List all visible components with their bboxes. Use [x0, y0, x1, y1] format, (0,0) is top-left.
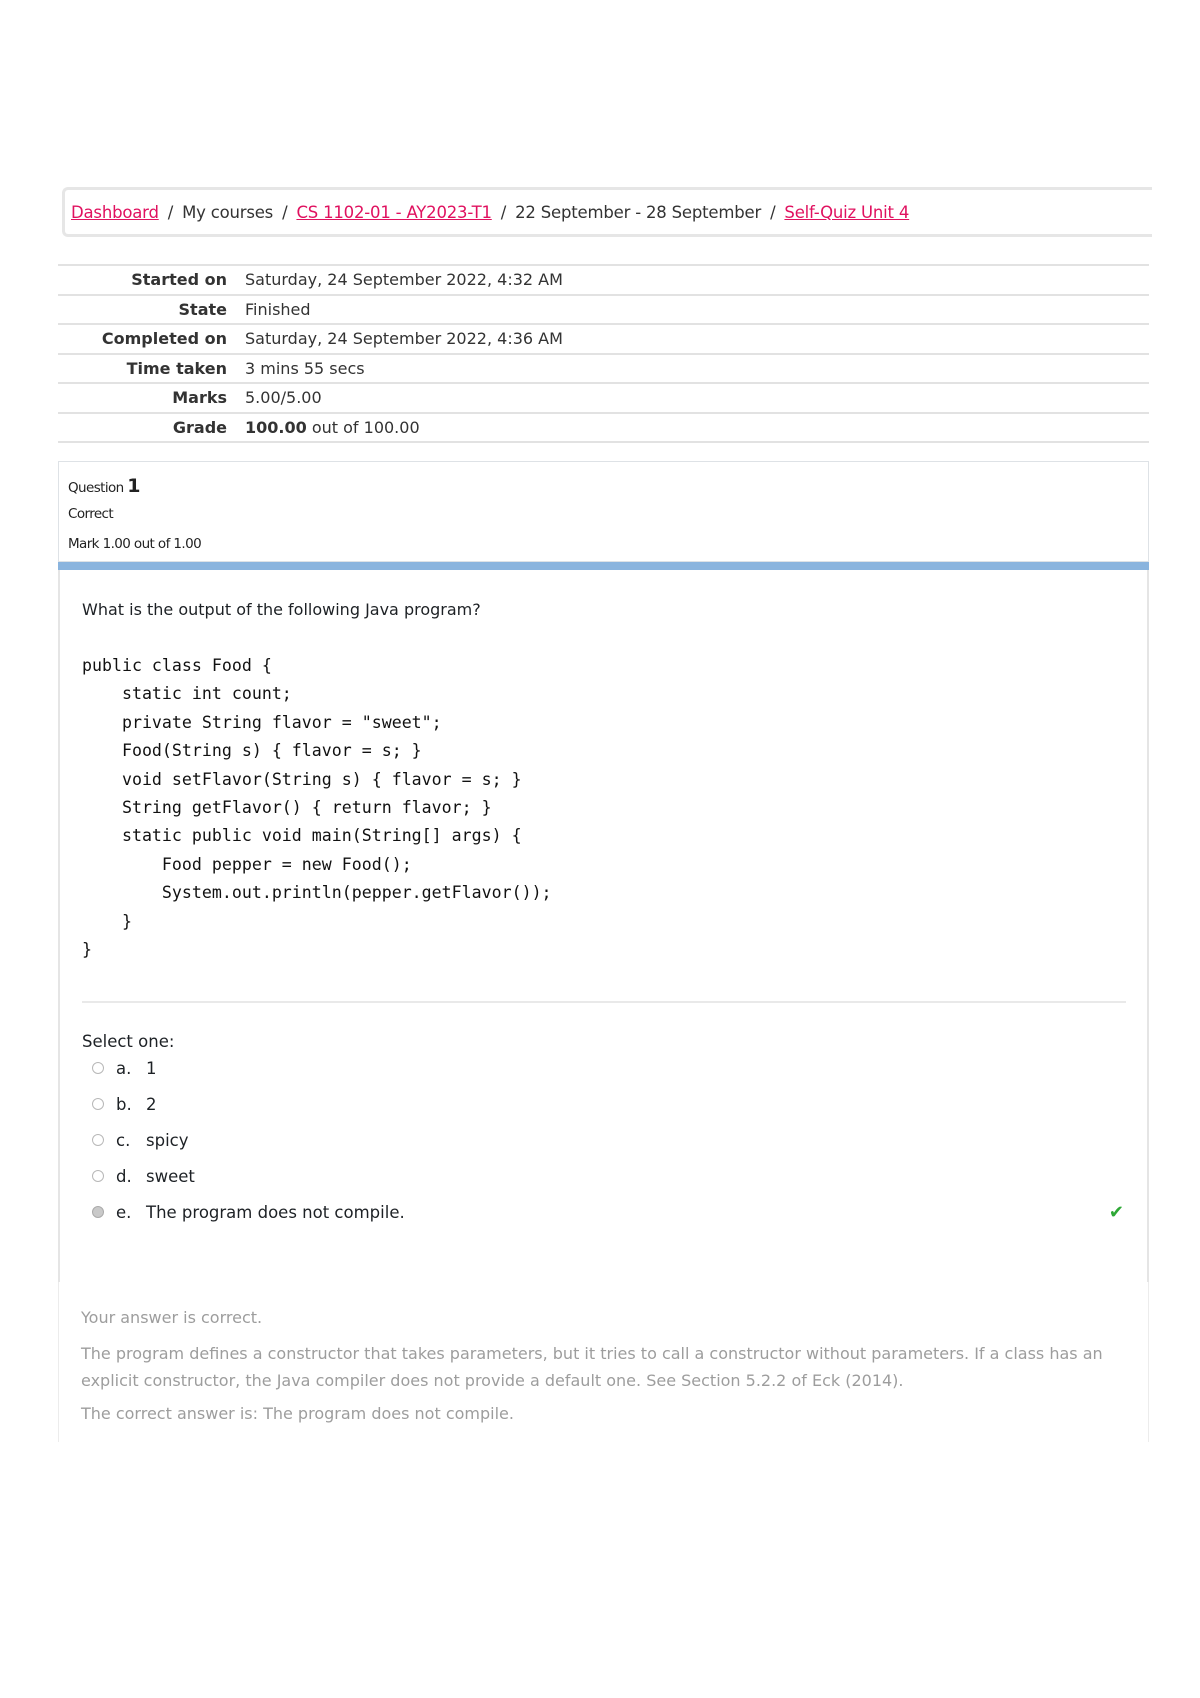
summary-value: 3 mins 55 secs: [245, 358, 365, 378]
summary-row-marks: [58, 383, 1149, 413]
option-text: sweet: [146, 1166, 195, 1186]
summary-row-grade: [58, 413, 1149, 443]
summary-row-time-taken: [58, 354, 1149, 384]
summary-label: Marks: [172, 388, 227, 408]
radio-button[interactable]: [92, 1098, 104, 1110]
question-mark: Mark 1.00 out of 1.00: [68, 536, 202, 552]
summary-value: 5.00/5.00: [245, 388, 322, 408]
answer-option-b[interactable]: [92, 1091, 1132, 1117]
breadcrumb-quiz-link[interactable]: Self-Quiz Unit 4: [784, 202, 910, 222]
option-letter: e.: [116, 1202, 132, 1222]
answer-option-e[interactable]: [92, 1199, 1132, 1225]
summary-label: Started on: [131, 270, 227, 290]
option-text: 1: [146, 1058, 157, 1078]
option-letter: b.: [116, 1094, 132, 1114]
breadcrumb-separator: /: [500, 202, 507, 222]
summary-row-completed: [58, 324, 1149, 354]
radio-button[interactable]: [92, 1134, 104, 1146]
question-accent-bar: [58, 562, 1149, 570]
option-letter: d.: [116, 1166, 132, 1186]
divider: [82, 1001, 1126, 1003]
correct-check-icon: ✔: [1108, 1201, 1124, 1223]
question-label: Question: [68, 480, 124, 496]
option-text: The program does not compile.: [146, 1202, 405, 1222]
option-text: 2: [146, 1094, 157, 1114]
breadcrumb-my-courses: My courses: [182, 202, 274, 222]
summary-value: Saturday, 24 September 2022, 4:32 AM: [245, 270, 563, 290]
question-text: What is the output of the following Java program?: [82, 600, 481, 619]
question-number-value: 1: [127, 475, 141, 497]
summary-value: Saturday, 24 September 2022, 4:36 AM: [245, 329, 563, 349]
summary-value: Finished: [245, 299, 311, 319]
radio-button-selected[interactable]: [92, 1206, 104, 1218]
feedback-result: Your answer is correct.: [81, 1308, 263, 1327]
java-code-block: public class Food { static int count; private String flavor = "sweet"; Food(String s) { flavor = s; } void setFlavor(String s) { flavor = s; } String getFlavor() { return flavor; } static public void main(String[] args) { Food pepper = new Food(); System.out.println(pepper.getFlavor()); } }: [82, 656, 552, 960]
question-info-panel: [58, 461, 1149, 562]
answer-option-a[interactable]: [92, 1055, 1132, 1081]
option-letter: a.: [116, 1058, 132, 1078]
breadcrumb-separator: /: [282, 202, 288, 222]
breadcrumb-separator: /: [167, 202, 174, 222]
summary-row-state: [58, 295, 1149, 325]
radio-button[interactable]: [92, 1062, 104, 1074]
question-content: [58, 570, 1149, 1282]
question-state: Correct: [68, 506, 114, 522]
summary-label: Completed on: [101, 329, 227, 349]
summary-label: Grade: [172, 417, 227, 437]
breadcrumb-dashboard-link[interactable]: Dashboard: [71, 202, 159, 222]
grade-rest: out of 100.00: [311, 417, 420, 437]
option-letter: c.: [116, 1130, 131, 1150]
breadcrumb-week: 22 September - 28 September: [515, 202, 762, 222]
summary-row-started: [58, 265, 1149, 295]
answer-option-d[interactable]: [92, 1163, 1132, 1189]
summary-label: Time taken: [126, 358, 227, 378]
summary-label: State: [178, 299, 227, 319]
breadcrumb-separator: /: [770, 202, 776, 222]
feedback-correct-answer: The correct answer is: The program does not compile.: [81, 1404, 514, 1423]
feedback-panel: [58, 1282, 1149, 1442]
option-text: spicy: [146, 1130, 189, 1150]
feedback-explanation: The program defines a constructor that takes parameters, but it tries to call a constructor without parameters. If a class has an explicit constructor, the Java compiler does not provide a default one. See Section 5.2.2 of Eck (2014).: [81, 1344, 1103, 1390]
grade-score: 100.00: [245, 417, 307, 437]
radio-button[interactable]: [92, 1170, 104, 1182]
question-number: [68, 471, 1148, 501]
answer-option-c[interactable]: [92, 1127, 1132, 1153]
breadcrumb-course-link[interactable]: CS 1102-01 - AY2023-T1: [296, 202, 492, 222]
breadcrumb: [62, 187, 1152, 237]
summary-value: [241, 413, 1149, 443]
select-prompt: Select one:: [82, 1032, 175, 1051]
attempt-summary-table: [58, 264, 1149, 443]
